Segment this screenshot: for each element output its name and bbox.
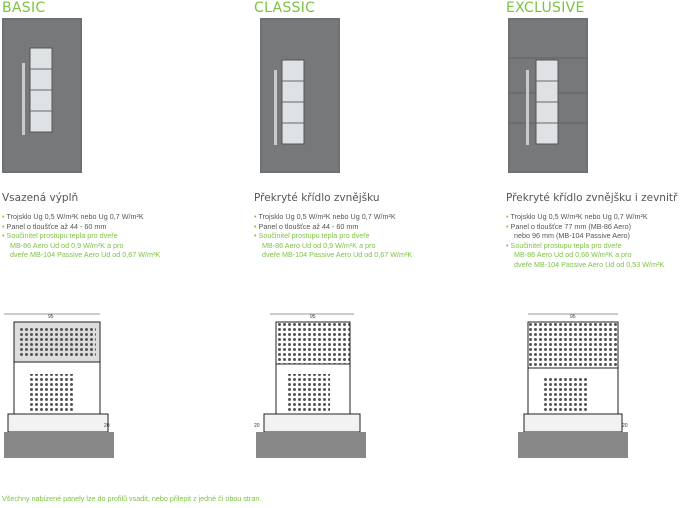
profile-section-drawing [518, 312, 638, 462]
column-title: EXCLUSIVE [506, 0, 585, 16]
feature-item: • Panel o tloušťce až 44 - 60 mm [2, 221, 107, 231]
feature-item: • Panel o tloušťce až 44 - 60 mm [254, 221, 359, 231]
feature-item-cont: dveře MB-104 Passive Aero Ud od 0,67 W/m²K [10, 250, 161, 260]
column-title: CLASSIC [254, 0, 316, 16]
column-subtitle: Vsazená výplň [2, 192, 79, 204]
column-classic [252, 0, 452, 429]
dimension-width-label: 95 [570, 314, 576, 320]
feature-list [506, 212, 700, 270]
feature-list [2, 212, 202, 260]
profile-section-drawing [4, 312, 124, 462]
column-subtitle: Překryté křídlo zvnějšku [254, 192, 380, 204]
feature-list [254, 212, 454, 260]
feature-item: • Trojsklo Ug 0,5 W/m²K nebo Ug 0,7 W/m²K [254, 212, 396, 221]
feature-item: • Součinitel prostupu tepla pro dveře [506, 240, 622, 250]
footnote: Všechny nabízené panely lze do profilů vsadit, nebo přilepit z jedné či obou stran. [2, 494, 262, 503]
door-image [260, 18, 340, 173]
dimension-width-label: 95 [310, 314, 316, 320]
feature-item: • Součinitel prostupu tepla pro dveře [2, 231, 118, 241]
feature-item: • Panel o tloušťce 77 mm (MB-86 Aero) [506, 221, 632, 231]
feature-item: • Součinitel prostupu tepla pro dveře [254, 231, 370, 241]
feature-item-cont: nebo 96 mm (MB-104 Passive Aero) [514, 231, 630, 241]
column-subtitle: Překryté křídlo zvnějšku i zevnitř [506, 192, 678, 204]
door-image [2, 18, 82, 173]
dimension-side-label: 20 [254, 423, 260, 429]
dimension-side-label: 20 [104, 423, 110, 429]
feature-item-cont: MB-86 Aero Ud od 0,9 W/m²K a pro [262, 240, 376, 250]
feature-item: • Trojsklo Ug 0,5 W/m²K nebo Ug 0,7 W/m²K [2, 212, 144, 221]
feature-item-cont: MB-86 Aero Ud od 0,9 W/m²K a pro [10, 240, 124, 250]
profile-section-drawing [252, 312, 372, 462]
column-exclusive [504, 0, 700, 429]
column-title: BASIC [2, 0, 46, 16]
dimension-side-label: 20 [622, 423, 628, 429]
feature-item-cont: MB-86 Aero Ud od 0,66 W/m²K a pro [514, 250, 632, 260]
door-image [508, 18, 588, 173]
feature-item-cont: dveře MB-104 Passive Aero Ud od 0,53 W/m²K [514, 259, 665, 269]
feature-item-cont: dveře MB-104 Passive Aero Ud od 0,67 W/m²K [262, 250, 413, 260]
feature-item: • Trojsklo Ug 0,5 W/m²K nebo Ug 0,7 W/m²K [506, 212, 648, 221]
dimension-width-label: 95 [48, 314, 54, 320]
column-basic [0, 0, 200, 429]
